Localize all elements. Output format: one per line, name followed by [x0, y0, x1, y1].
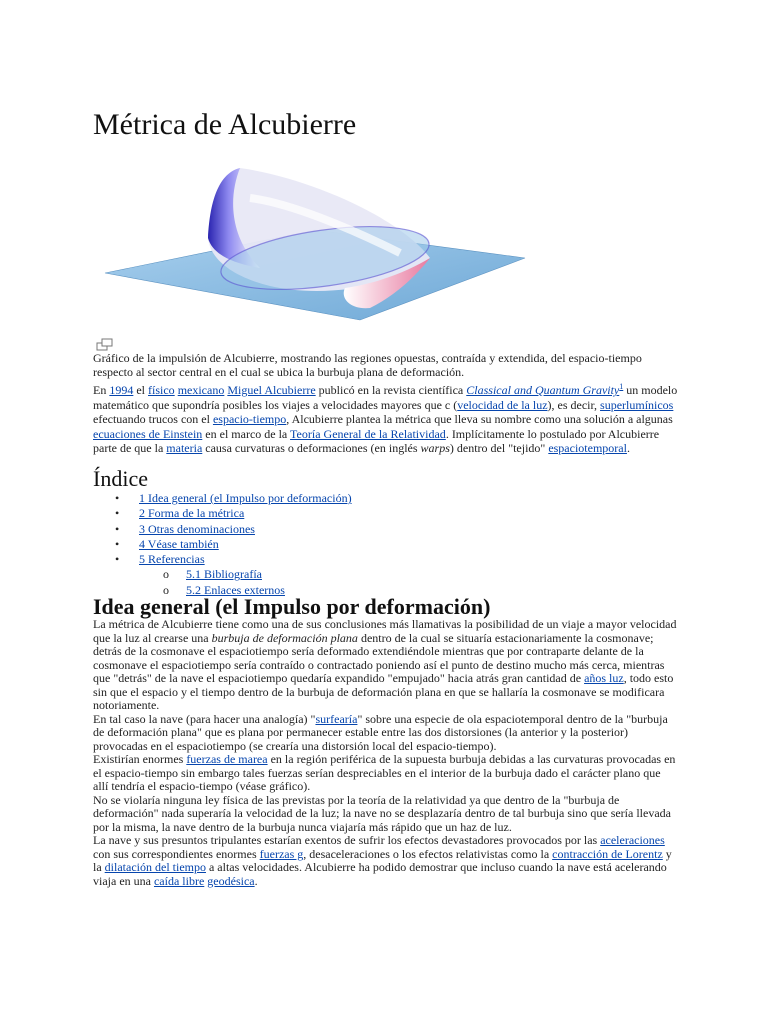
toc-item [93, 552, 493, 567]
link-mexicano[interactable]: mexicano [177, 383, 225, 397]
text: " sobre una especie de ola espaciotemporal dentro de la "burbuja de deformación plana" que es plana por permanecer estable entre las dos distorsiones (la anterior y la posterior) provocadas en el espaciotiempo (se crearía una distorsión local del espacio-tiempo). [93, 711, 668, 753]
link-aceleraciones[interactable]: aceleraciones [600, 833, 665, 847]
text: La nave y sus presuntos tripulantes estarían exentos de sufrir los efectos devastadores provocados por las [93, 833, 601, 847]
intro-paragraph [93, 380, 678, 456]
text: , desaceleraciones o los efectos relativistas como la [303, 846, 553, 861]
text: efectuando trucos con el [93, 412, 213, 426]
text: ), es decir, [547, 397, 601, 412]
figure-caption: Gráfico de la impulsión de Alcubierre, mostrando las regiones opuestas, contraída y extendida, del espacio-tiempo respecto al sector central en el cual se ubica la burbuja plana de deformación. [93, 351, 642, 379]
link-fisico[interactable]: físico [148, 383, 175, 397]
text: publicó en la revista científica [315, 383, 467, 397]
text: y la [93, 846, 672, 874]
paragraph: No se violaría ninguna ley física de las previstas por la teoría de la relatividad ya que dentro de la "burbuja de deformación" nada superaría la velocidad de la luz; la nave no se desplazaría dentro de tal burbuja sino que sería llevada por la misma, la nave dentro de la burbuja nunca viajaría más rápido que un haz de luz. [93, 792, 671, 834]
text: causa curvaturas o deformaciones (en inglés [202, 441, 421, 455]
link-anos-luz[interactable]: años luz [584, 671, 624, 685]
link-ecuaciones-einstein[interactable]: ecuaciones de Einstein [93, 426, 203, 441]
text: en el marco de la [202, 426, 291, 441]
sub-bullet: o [163, 567, 169, 582]
link-caida-libre[interactable]: caída libre [153, 873, 205, 888]
link-surfearia[interactable]: surfearía [315, 711, 358, 726]
toc-link-bibliografia[interactable]: 5.1 Bibliografía [186, 567, 262, 582]
toc-link-vease-tambien[interactable]: 4 Véase también [139, 536, 219, 551]
link-geodesica[interactable]: geodésica [207, 873, 255, 888]
text: a altas velocidades. Alcubierre ha podido demostrar que incluso cuando la nave está acelerando viaja en una [93, 860, 667, 888]
toc-link-idea-general[interactable]: 1 Idea general (el Impulso por deformación) [139, 491, 352, 505]
toc-link-forma-metrica[interactable]: 2 Forma de la métrica [139, 506, 245, 521]
magnify-clip-icon[interactable] [96, 338, 114, 352]
toc-heading: Índice [93, 466, 148, 491]
link-miguel-alcubierre[interactable]: Miguel Alcubierre [227, 383, 316, 397]
link-1994[interactable]: 1994 [109, 383, 134, 397]
toc-item [93, 537, 493, 552]
section-heading: Idea general (el Impulso por deformación) [93, 594, 491, 619]
text: , todo esto sin que el espacio y el tiempo dentro de la burbuja de deformación plana en que se hallaría la cosmonave se modificara notoriamente. [93, 671, 674, 712]
text: con sus correspondientes enormes [93, 846, 260, 861]
text: En tal caso la nave (para hacer una analogía) " [93, 711, 316, 726]
warps-term: warps [420, 441, 450, 455]
bullet: • [115, 552, 120, 567]
text: Existirían enormes [93, 752, 187, 766]
link-materia[interactable]: materia [166, 441, 203, 455]
bullet: • [115, 506, 120, 521]
bullet: • [115, 491, 120, 505]
text: En [93, 383, 110, 397]
paragraph [93, 713, 678, 754]
toc-item [93, 491, 493, 506]
reference-1[interactable]: 1 [619, 382, 624, 391]
link-dilatacion-tiempo[interactable]: dilatación del tiempo [104, 860, 206, 874]
toc-link-otras-denominaciones[interactable]: 3 Otras denominaciones [139, 521, 255, 536]
text: un modelo matemático que supondría posibles los viajes a velocidades mayores que c ( [93, 383, 678, 412]
link-teoria-general[interactable]: Teoría General de la Relatividad [290, 426, 446, 441]
toc-item [93, 522, 493, 537]
link-velocidad-luz[interactable]: velocidad de la luz [457, 397, 548, 412]
link-superluminicos[interactable]: superlumínicos [600, 397, 674, 412]
link-journal[interactable]: Classical and Quantum Gravity [466, 383, 620, 397]
bullet: • [115, 521, 120, 536]
section-body [93, 618, 678, 888]
paragraph [93, 618, 678, 713]
text: La métrica de Alcubierre tiene como una de sus conclusiones más llamativas la posibilidad de un viaje a mayor velocidad que la luz al crearse una [93, 617, 677, 645]
table-of-contents [93, 491, 493, 598]
page-title: Métrica de Alcubierre [93, 108, 357, 141]
text: . [626, 441, 630, 455]
text: . [254, 873, 258, 888]
link-espacio-tiempo[interactable]: espacio-tiempo [212, 412, 287, 426]
toc-item [93, 506, 493, 521]
text: ) dentro del "tejido" [449, 441, 549, 455]
text: . Implícitamente lo postulado por Alcubierre parte de que la [93, 426, 660, 455]
text: , Alcubierre plantea la métrica que lleva su nombre como una solución a algunas [286, 412, 673, 426]
alcubierre-warp-figure [100, 158, 530, 338]
text: dentro de la cual se situaría estacionariamente la cosmonave; detrás de la cosmonave el espaciotiempo sería deformado extendiéndole mientras que por contraparte delante de la cosmonave el espaciotiempo sería contraído o contractado poniendo así el punto de destino mucho más cerca, mientras que "detrás" de la nave el espaciotiempo quedaría expandido "empujado" hacia atrás gran cantidad de [93, 630, 665, 685]
link-espaciotemporal[interactable]: espaciotemporal [548, 441, 627, 455]
toc-link-referencias[interactable]: 5 Referencias [139, 552, 205, 567]
link-fuerzas-marea[interactable]: fuerzas de marea [186, 752, 268, 766]
paragraph [93, 753, 678, 794]
emphasis: burbuja de deformación plana [211, 630, 358, 645]
link-fuerzas-g[interactable]: fuerzas g [259, 846, 304, 861]
toc-link-enlaces-externos[interactable]: 5.2 Enlaces externos [186, 582, 285, 597]
bullet: • [115, 536, 120, 551]
text: en la región periférica de la supuesta burbuja debidas a las curvaturas provocadas en el espacio-tiempo sin embargo tales fuerzas serían despreciables en el interior de la burbuja dado el carácter plano que allí tendría el espacio-tiempo (véase gráfico). [93, 752, 676, 793]
link-contraccion-lorentz[interactable]: contracción de Lorentz [552, 846, 663, 861]
toc-subitem [93, 567, 493, 582]
paragraph [93, 834, 678, 888]
sub-bullet: o [163, 582, 169, 597]
text: el [133, 383, 149, 397]
